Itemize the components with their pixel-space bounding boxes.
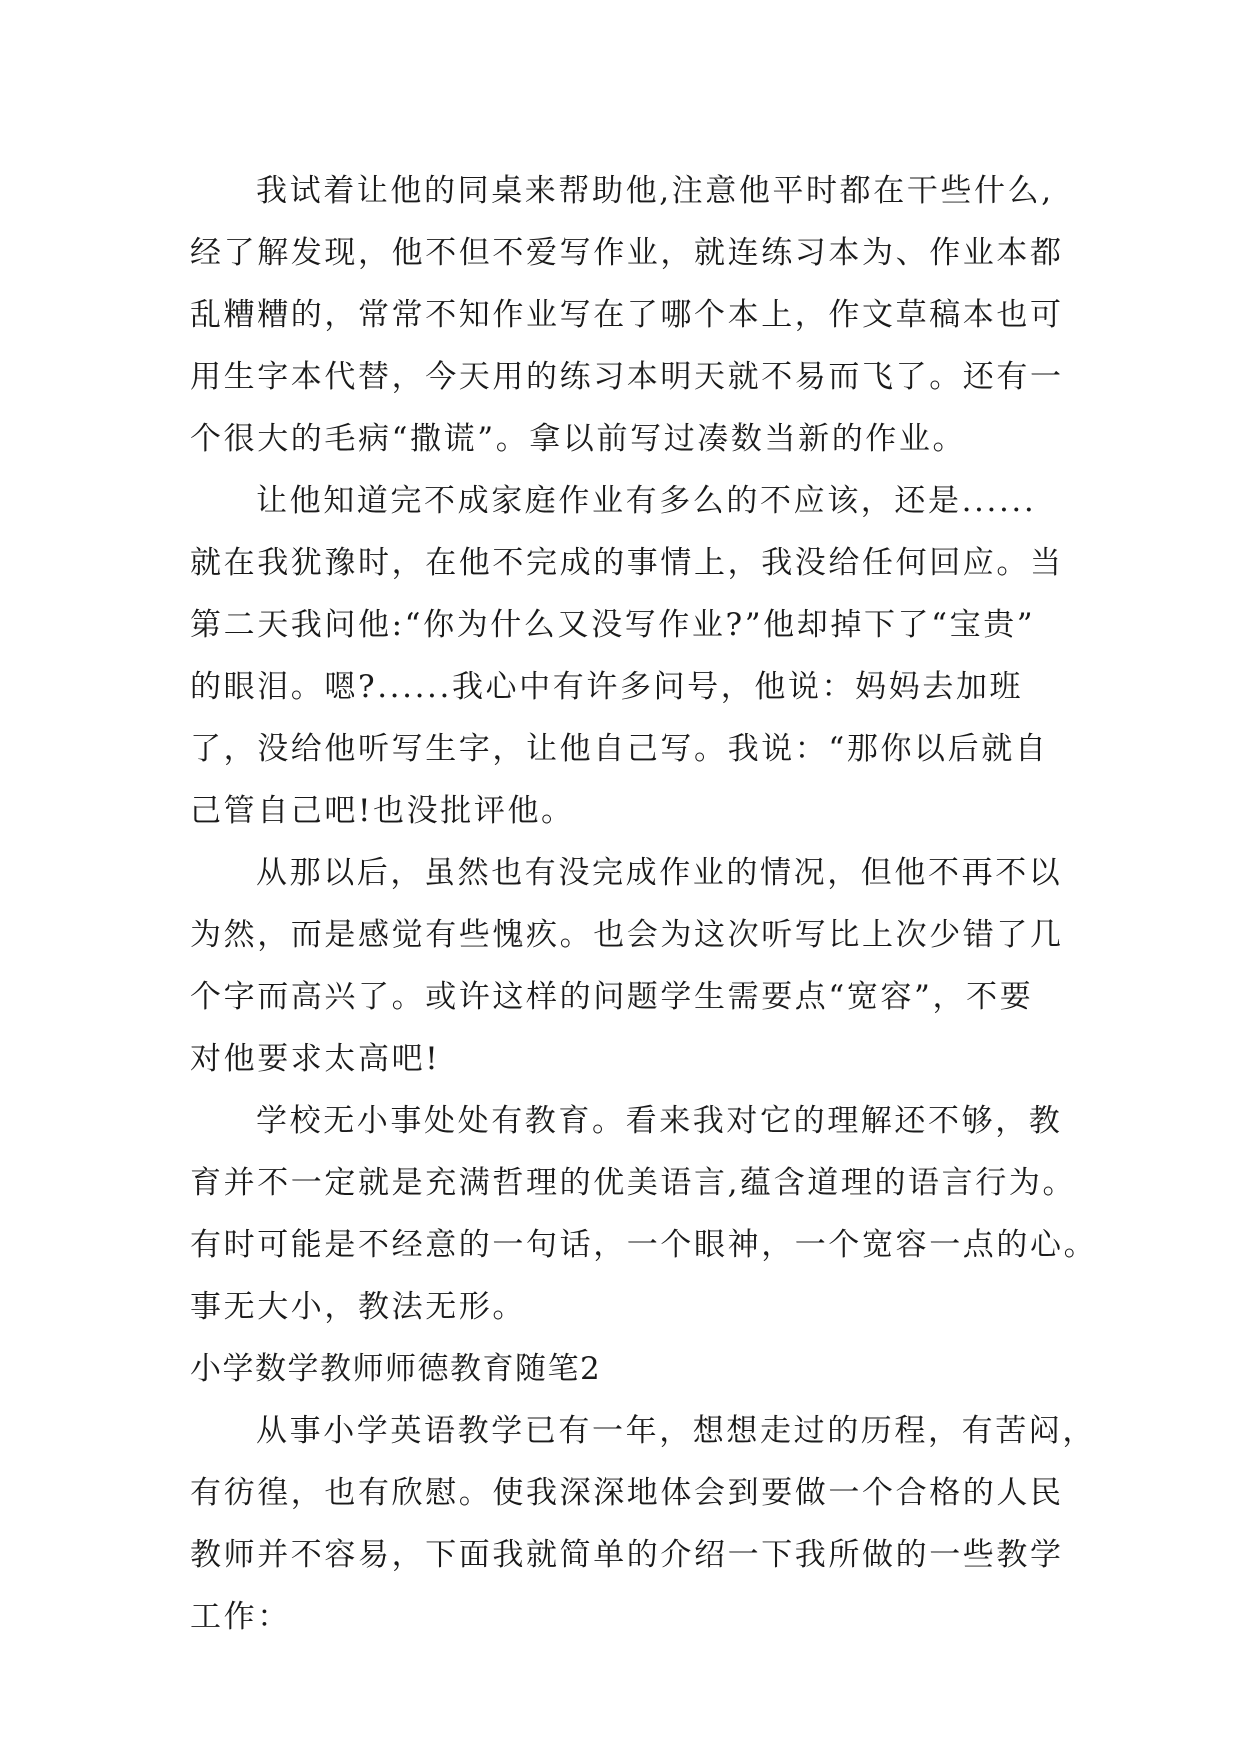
paragraph-3-line-4: 对他要求太高吧! xyxy=(190,1041,441,1077)
paragraph-4-line-2: 育并不一定就是充满哲理的优美语言,蕴含道理的语言行为。 xyxy=(190,1165,1077,1201)
paragraph-1-line-3: 乱糟糟的，常常不知作业写在了哪个本上，作文草稿本也可 xyxy=(190,297,1064,333)
paragraph-2-line-3: 第二天我问他:“你为什么又没写作业?”他却掉下了“宝贵” xyxy=(190,607,1036,643)
section-heading: 小学数学教师师德教育随笔2 xyxy=(190,1351,602,1387)
paragraph-3-line-1: 从那以后，虽然也有没完成作业的情况，但他不再不以 xyxy=(256,855,1063,891)
paragraph-2-line-2: 就在我犹豫时，在他不完成的事情上，我没给任何回应。当 xyxy=(190,545,1064,581)
paragraph-5-line-1: 从事小学英语教学已有一年，想想走过的历程，有苦闷， xyxy=(256,1413,1096,1449)
paragraph-1-line-1: 我试着让他的同桌来帮助他,注意他平时都在干些什么, xyxy=(256,173,1054,209)
document-body xyxy=(190,160,1098,1648)
paragraph-2-line-4: 的眼泪。嗯?......我心中有许多问号，他说：妈妈去加班 xyxy=(190,669,1024,705)
paragraph-2-line-1: 让他知道完不成家庭作业有多么的不应该，还是...... xyxy=(256,483,1037,519)
paragraph-1-line-5: 个很大的毛病“撒谎”。拿以前写过凑数当新的作业。 xyxy=(190,421,967,457)
paragraph-5-line-2: 有彷徨，也有欣慰。使我深深地体会到要做一个合格的人民 xyxy=(190,1475,1064,1511)
paragraph-3-line-2: 为然，而是感觉有些愧疚。也会为这次听写比上次少错了几 xyxy=(190,917,1064,953)
paragraph-3-line-3: 个字而高兴了。或许这样的问题学生需要点“宽容”，不要 xyxy=(190,979,1034,1015)
paragraph-4-line-3: 有时可能是不经意的一句话，一个眼神，一个宽容一点的心。 xyxy=(190,1227,1098,1263)
paragraph-2-line-6: 己管自己吧!也没批评他。 xyxy=(190,793,575,829)
paragraph-4-line-4: 事无大小，教法无形。 xyxy=(190,1289,526,1325)
paragraph-2-line-5: 了，没给他听写生字，让他自己写。我说：“那你以后就自 xyxy=(190,731,1049,767)
paragraph-1-line-2: 经了解发现，他不但不爱写作业，就连练习本为、作业本都 xyxy=(190,235,1064,271)
paragraph-5-line-3: 教师并不容易，下面我就简单的介绍一下我所做的一些教学 xyxy=(190,1537,1064,1573)
paragraph-4-line-1: 学校无小事处处有教育。看来我对它的理解还不够，教 xyxy=(256,1103,1063,1139)
paragraph-5-line-4: 工作： xyxy=(190,1599,291,1635)
paragraph-1-line-4: 用生字本代替，今天用的练习本明天就不易而飞了。还有一 xyxy=(190,359,1064,395)
